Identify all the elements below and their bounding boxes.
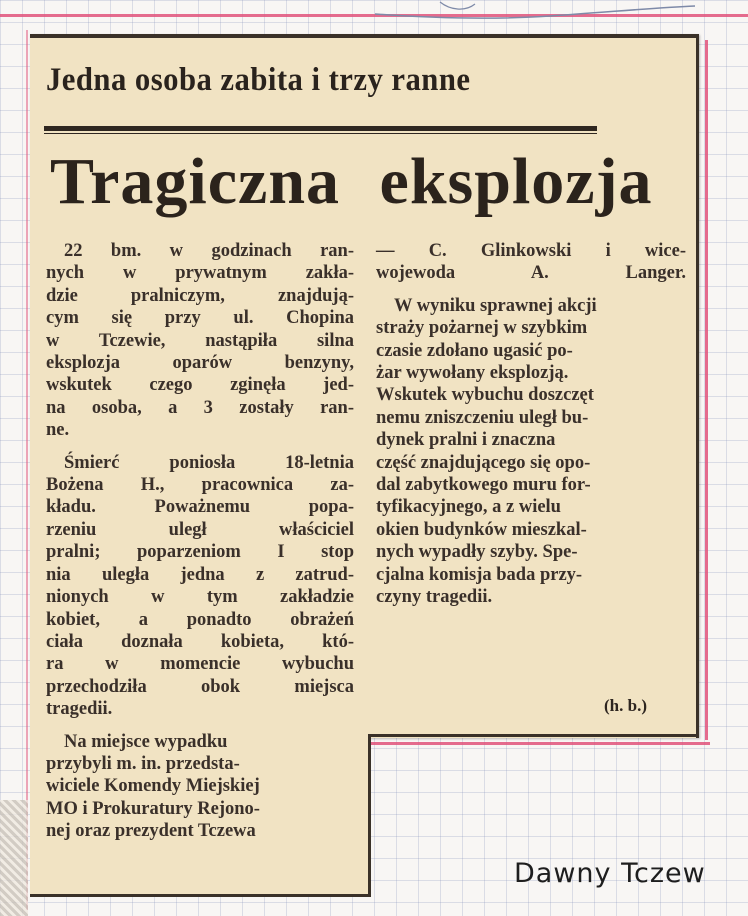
paragraph: Śmierć poniosła 18-letnia Bożena H., pracownica za- kładu. Poważnemu popa- rzeniu uległ właściciel pralni; poparzeniom I stop nia uległa jedna z zatrud- nionych w tym zakładzie kobiet, a ponadto obrażeń ciała doznała kobieta, któ- ra w momencie wybuchu przechodziła obok miejsca tragedii. xyxy=(46,452,354,720)
clipping-cut-edge xyxy=(368,734,696,745)
article-headline: Tragiczna eksplozja xyxy=(50,145,653,218)
notebook-margin-line-right xyxy=(705,40,708,740)
article-column-left xyxy=(46,240,354,843)
article-column-right xyxy=(376,240,686,609)
headline-rule-thin xyxy=(44,133,597,134)
pencil-scribble xyxy=(370,0,700,30)
notebook-margin-line-left xyxy=(26,30,28,910)
headline-rule xyxy=(44,126,597,131)
paragraph: 22 bm. w godzinach ran- nych w prywatnym zakła- dzie pralniczym, znajdują- cym się przy ul. Chopina w Tczewie, nastąpiła silna eksplozja oparów benzyny, wskutek czego zginęła jed- na osoba, a 3 zostały ran- ne. xyxy=(46,241,354,441)
paragraph: Na miejsce wypadku przybyli m. in. przedsta- wiciele Komendy Miejskiej MO i Prokuratury Rejono- nej oraz prezydent Tczewa xyxy=(46,731,260,842)
author-signature: (h. b.) xyxy=(604,696,647,715)
article-kicker: Jedna osoba zabita i trzy ranne xyxy=(46,62,471,98)
adjacent-clipping-edge xyxy=(0,800,28,916)
watermark: Dawny Tczew xyxy=(514,858,706,889)
paragraph: W wyniku sprawnej akcji straży pożarnej w szybkim czasie zdołano ugasić po- żar wywołany eksplozją. Wskutek wybuchu doszczęt nemu zniszczeniu uległ bu- dynek pralni i znaczna część znajdującego się opo- dal zabytkowego muru for- tyfikacyjnego, a z wielu okien budynków mieszkal- nych wypadły szyby. Spe- cjalna komisja bada przy- czyny tragedii. xyxy=(376,295,597,608)
paragraph: — C. Glinkowski i wice- wojewoda A. Langer. xyxy=(376,241,686,284)
